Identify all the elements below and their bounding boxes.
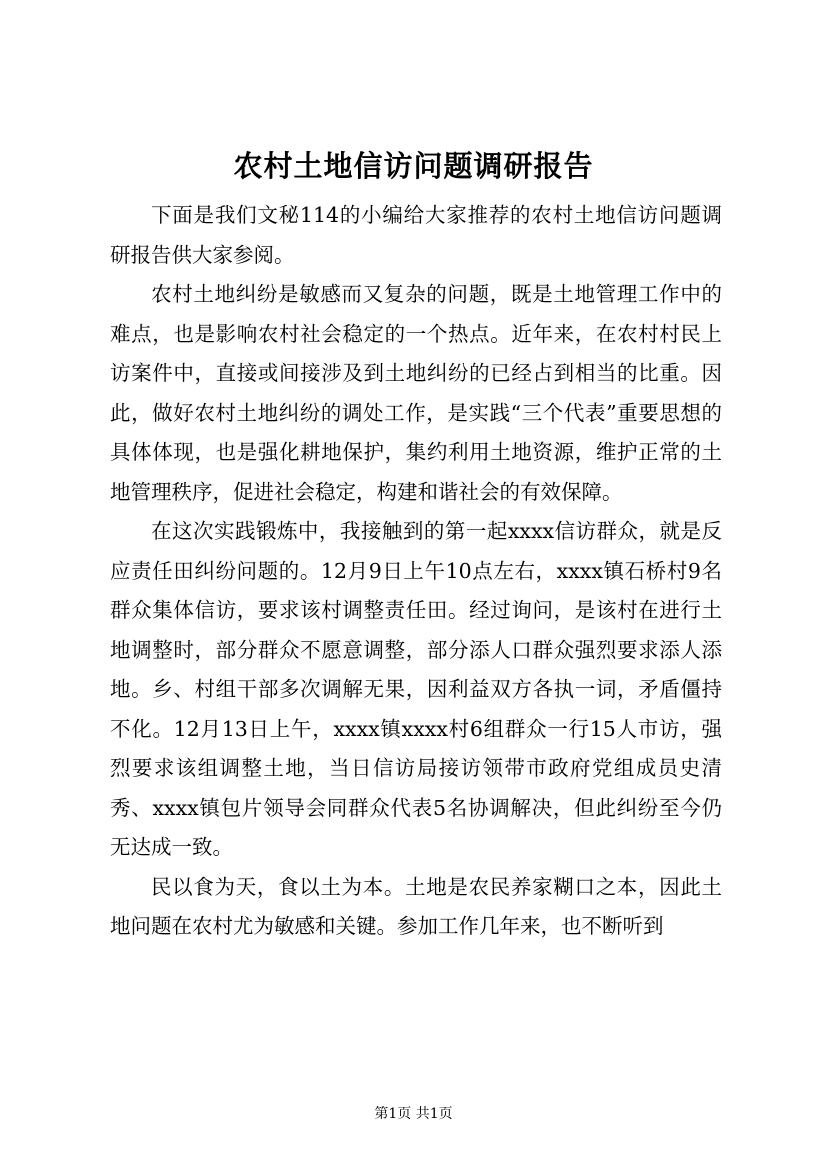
paragraph-land-dispute: 农村土地纠纷是敏感而又复杂的问题，既是土地管理工作中的难点，也是影响农村社会稳定的一个热点。近年来，在农村村民上访案件中，直接或间接涉及到土地纠纷的已经占到相当的比重。因此，做好农村土地纠纷的调处工作，是实践“三个代表”重要思想的具体体现，也是强化耕地保护，集约利用土地资源，维护正常的土地管理秩序，促进社会稳定，构建和谐社会的有效保障。 <box>110 282 722 504</box>
page-number-footer: 第1页 共1页 <box>374 1106 453 1122</box>
paragraph-case: 在这次实践锻炼中，我接触到的第一起xxxx信访群众，就是反应责任田纠纷问题的。12月9日上午10点左右，xxxx镇石桥村9名群众集体信访，要求该村调整责任田。经过询问，是该村在进行土地调整时，部分群众不愿意调整，部分添人口群众强烈要求添人添地。乡、村组干部多次调解无果，因利益双方各执一词，矛盾僵持不化。12月13日上午，xxxx镇xxxx村6组群众一行15人市访，强烈要求该组调整土地，当日信访局接访领带市政府党组成员史清秀、xxxx镇包片领导会同群众代表5名协调解决，但此纠纷至今仍无达成一致。 <box>110 519 722 859</box>
paragraph-intro: 下面是我们文秘114的小编给大家推荐的农村土地信访问题调研报告供大家参阅。 <box>110 203 722 267</box>
document-title: 农村土地信访问题调研报告 <box>233 149 594 183</box>
document-body <box>110 196 722 947</box>
paragraph-conclusion: 民以食为天，食以土为本。土地是农民养家糊口之本，因此土地问题在农村尤为敏感和关键。参加工作几年来，也不断听到 <box>110 874 722 938</box>
